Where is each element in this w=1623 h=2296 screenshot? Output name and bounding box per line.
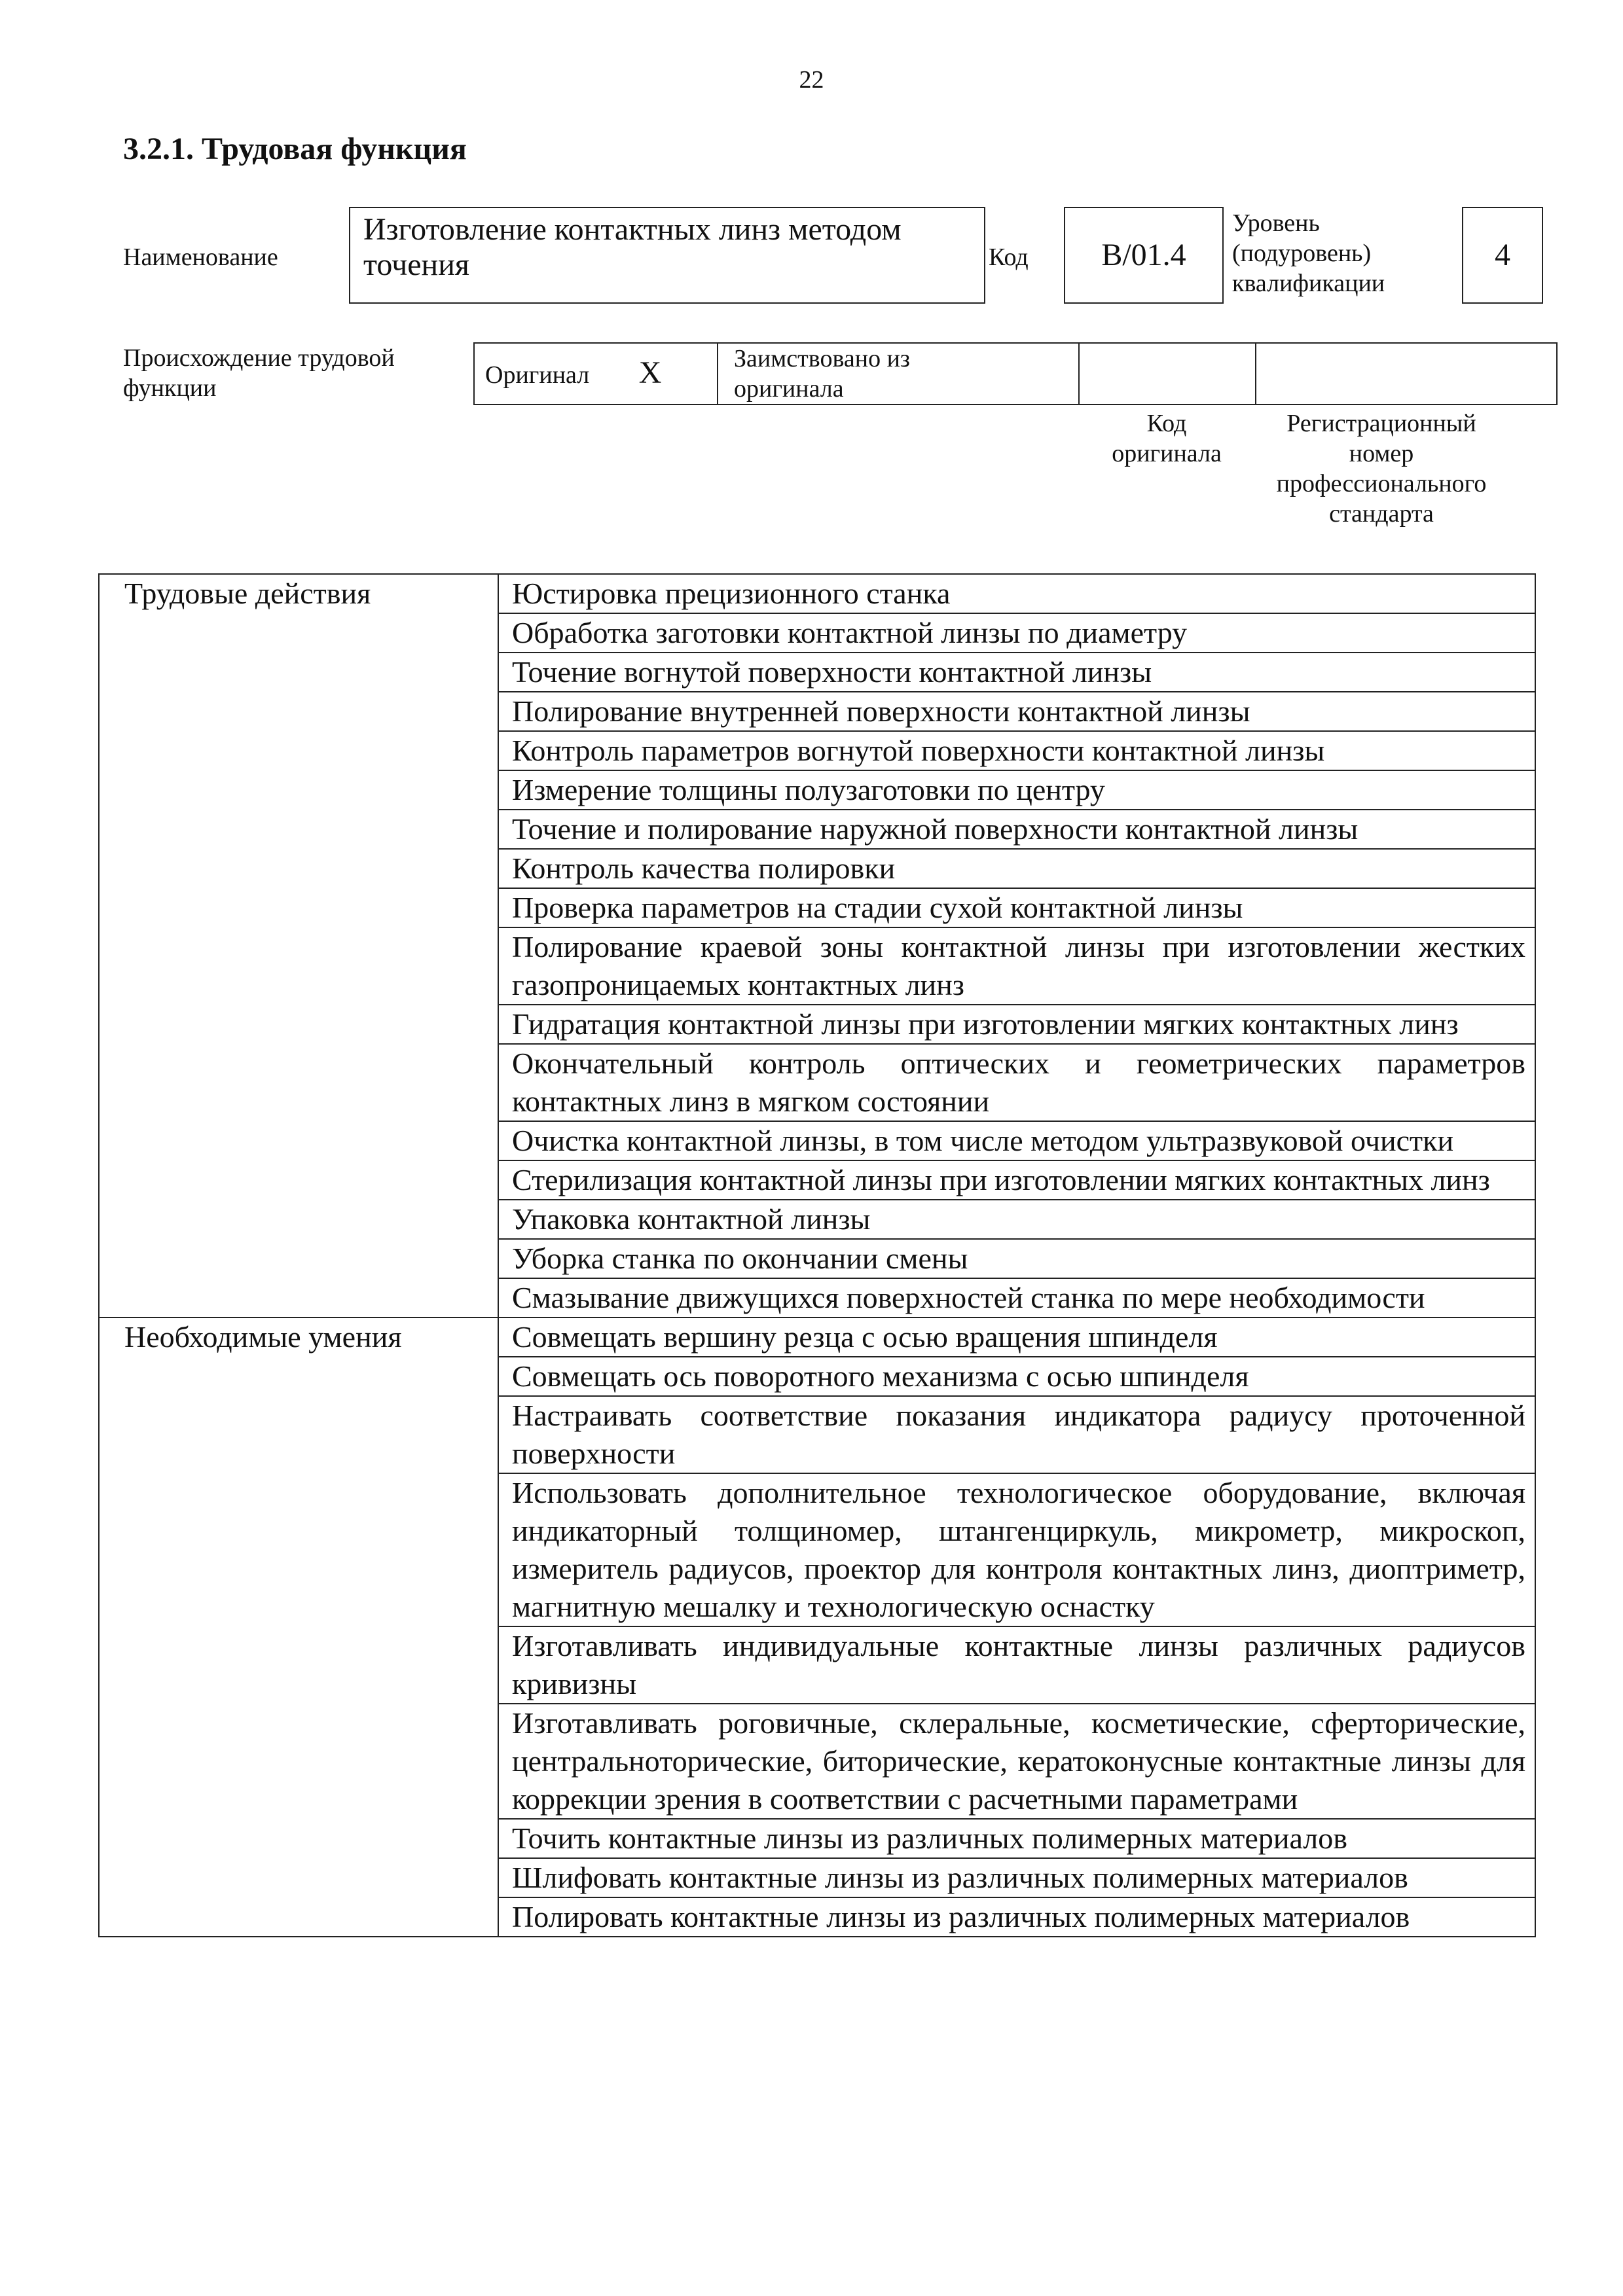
- function-name-line1: Изготовление контактных линз методом: [363, 212, 902, 247]
- reg-number-line2: номер: [1349, 440, 1414, 467]
- list-item: Обработка заготовки контактной линзы по диаметру: [498, 613, 1535, 653]
- table-row: [99, 574, 1535, 613]
- origin-label: [123, 343, 395, 403]
- list-item: Совмещать вершину резца с осью вращения шпинделя: [498, 1318, 1535, 1357]
- list-item: Изготавливать роговичные, склеральные, косметические, сферторические, центральноторические, биторические, кератоконусные контактные линзы для коррекции зрения в соответствии с расчетными параметрами: [498, 1704, 1535, 1819]
- list-item: Точить контактные линзы из различных полимерных материалов: [498, 1819, 1535, 1858]
- list-item: Настраивать соответствие показания индикатора радиусу проточенной поверхности: [498, 1396, 1535, 1473]
- origin-borrowed-cell: [718, 343, 1079, 404]
- list-item: Стерилизация контактной линзы при изготовлении мягких контактных линз: [498, 1160, 1535, 1200]
- list-item: Совмещать ось поворотного механизма с осью шпинделя: [498, 1357, 1535, 1396]
- code-box: [1064, 207, 1224, 304]
- name-label: Наименование: [123, 243, 278, 271]
- list-item: Полирование краевой зоны контактной линзы при изготовлении жестких газопроницаемых контактных линз: [498, 927, 1535, 1005]
- borrowed-line1: Заимствовано из: [734, 345, 910, 372]
- list-item: Полировать контактные линзы из различных полимерных материалов: [498, 1897, 1535, 1937]
- list-item: Изготавливать индивидуальные контактные линзы различных радиусов кривизны: [498, 1626, 1535, 1704]
- original-code-line1: Код: [1146, 410, 1187, 437]
- borrowed-line2: оригинала: [734, 375, 844, 403]
- origin-original-cell: [474, 343, 718, 404]
- list-item: Измерение толщины полузаготовки по центру: [498, 770, 1535, 810]
- origin-label-line2: функции: [123, 374, 217, 402]
- original-code-cell: [1079, 343, 1256, 404]
- list-item: Точение вогнутой поверхности контактной линзы: [498, 653, 1535, 692]
- level-box: [1462, 207, 1543, 304]
- list-item: Очистка контактной линзы, в том числе методом ультразвуковой очистки: [498, 1121, 1535, 1160]
- list-item: Шлифовать контактные линзы из различных полимерных материалов: [498, 1858, 1535, 1897]
- list-item: Использовать дополнительное технологическое оборудование, включая индикаторный толщиномер, штангенциркуль, микрометр, микроскоп, измеритель радиусов, проектор для контроля контактных линз, диоптриметр, магнитную мешалку и технологическую оснастку: [498, 1473, 1535, 1626]
- list-item: Смазывание движущихся поверхностей станка по мере необходимости: [498, 1278, 1535, 1318]
- original-code-line2: оригинала: [1112, 440, 1222, 467]
- page-number: 22: [799, 66, 824, 94]
- level-label: [1232, 208, 1385, 298]
- list-item: Гидратация контактной линзы при изготовлении мягких контактных линз: [498, 1005, 1535, 1044]
- level-label-line1: Уровень: [1232, 209, 1320, 237]
- section-title: 3.2.1. Трудовая функция: [123, 132, 467, 166]
- section-label-required-skills: Необходимые умения: [99, 1318, 498, 1937]
- original-code-caption: [1079, 408, 1254, 469]
- origin-label-line1: Происхождение трудовой: [123, 344, 395, 372]
- list-item: Упаковка контактной линзы: [498, 1200, 1535, 1239]
- code-label: Код: [989, 243, 1029, 271]
- list-item: Полирование внутренней поверхности контактной линзы: [498, 692, 1535, 731]
- function-name-box: [349, 207, 985, 304]
- list-item: Контроль параметров вогнутой поверхности контактной линзы: [498, 731, 1535, 770]
- reg-number-cell: [1256, 343, 1557, 404]
- list-item: Окончательный контроль оптических и геометрических параметров контактных линз в мягком состоянии: [498, 1044, 1535, 1121]
- list-item: Точение и полирование наружной поверхности контактной линзы: [498, 810, 1535, 849]
- code-value: B/01.4: [1101, 238, 1186, 272]
- level-label-line2: (подуровень): [1232, 240, 1372, 267]
- function-details-table: [98, 573, 1536, 1937]
- reg-number-caption: [1257, 408, 1506, 529]
- section-label-labor-actions: Трудовые действия: [99, 574, 498, 1318]
- original-label: Оригинал: [485, 361, 590, 389]
- list-item: Проверка параметров на стадии сухой контактной линзы: [498, 888, 1535, 927]
- origin-table: [473, 342, 1558, 405]
- table-row: [99, 1318, 1535, 1357]
- list-item: Юстировка прецизионного станка: [498, 574, 1535, 613]
- reg-number-line1: Регистрационный: [1286, 410, 1476, 437]
- list-item: Контроль качества полировки: [498, 849, 1535, 888]
- level-value: 4: [1495, 238, 1510, 272]
- reg-number-line3: профессионального: [1276, 470, 1487, 497]
- function-name-line2: точения: [363, 247, 469, 282]
- reg-number-line4: стандарта: [1329, 500, 1434, 528]
- list-item: Уборка станка по окончании смены: [498, 1239, 1535, 1278]
- original-mark: X: [638, 355, 662, 390]
- level-label-line3: квалификации: [1232, 270, 1385, 297]
